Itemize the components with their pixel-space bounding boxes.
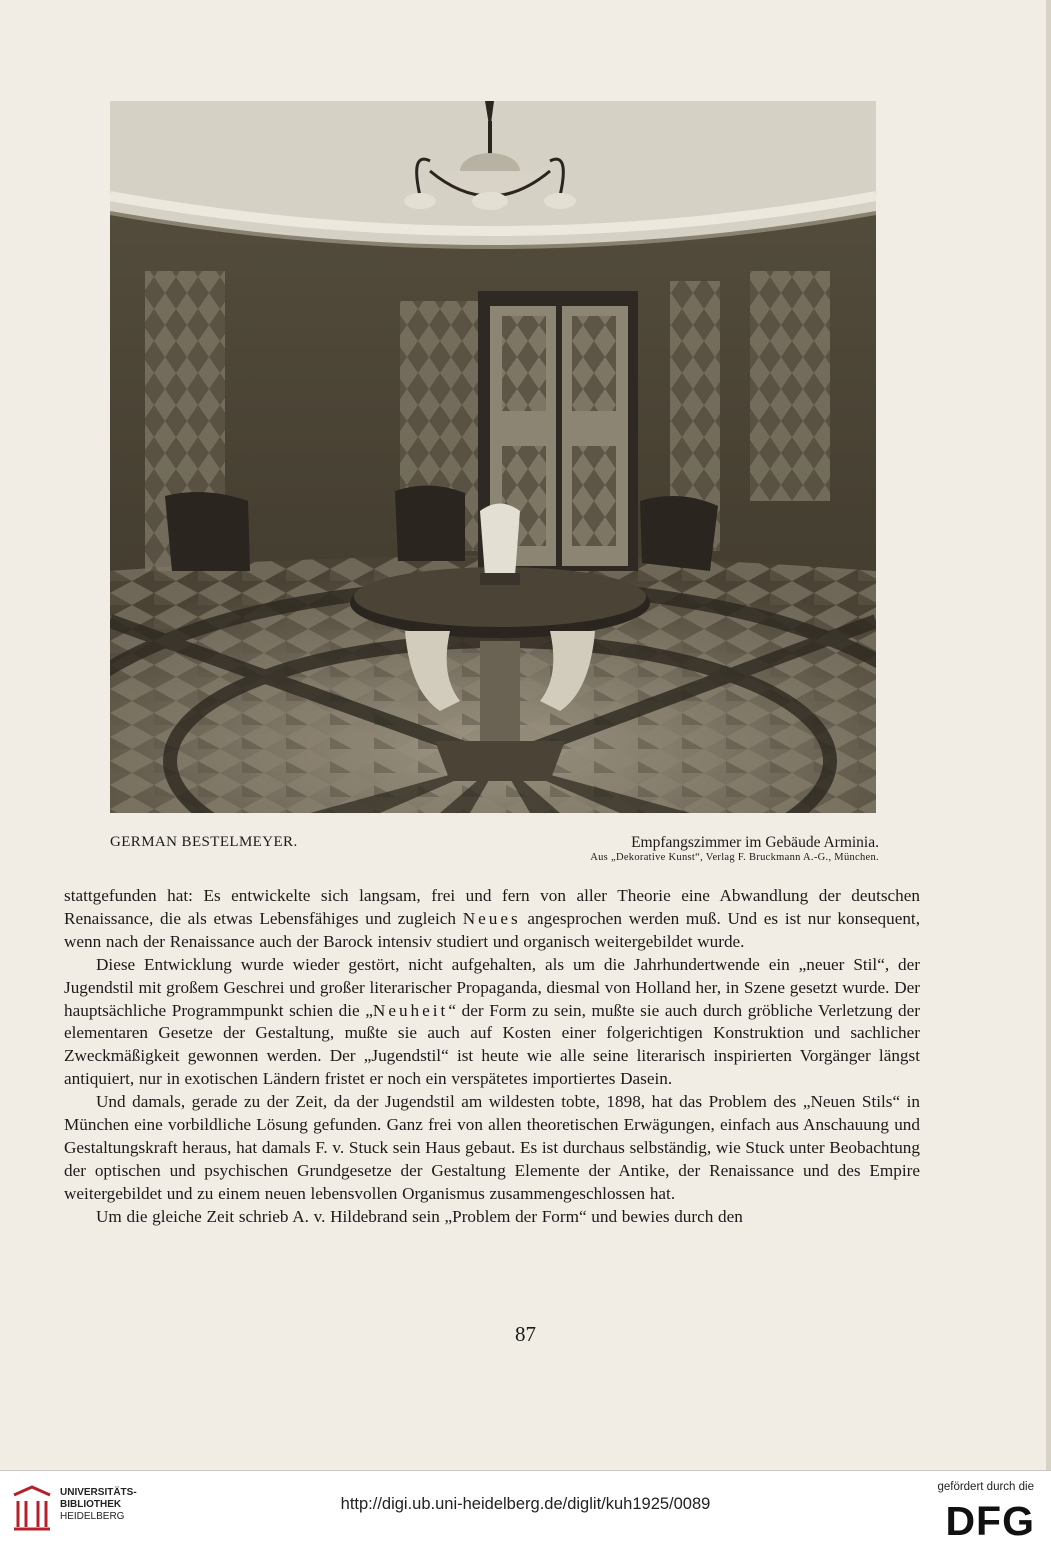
library-name: UNIVERSITÄTS- BIBLIOTHEK HEIDELBERG	[60, 1487, 137, 1522]
room-photograph	[110, 101, 876, 813]
spaced-emphasis: Neuheit	[372, 1000, 449, 1020]
spaced-emphasis: Neues	[462, 908, 521, 928]
permalink-url[interactable]: http://digi.ub.uni-heidelberg.de/diglit/kuh1925/0089	[340, 1495, 711, 1513]
paragraph-4: Um die gleiche Zeit schrieb A. v. Hildebrand sein „Problem der Form“ und bewies durch den	[96, 1206, 743, 1226]
digitization-footer	[0, 1470, 1051, 1548]
figure-caption-artist: GERMAN BESTELMEYER.	[110, 834, 298, 850]
funded-by-label: gefördert durch die	[937, 1481, 1034, 1493]
paragraph-1: stattgefunden hat: Es entwickelte sich langsam, frei und fern von aller Theorie eine Abwandlung der deutschen Renaissance, die als etwas Lebensfähiges und zugleich Neues angesprochen werden muß. Und es ist nur konsequent, wenn nach der Renaissance auch der Barock intensiv studiert und organisch weitergebildet wurde.	[64, 886, 920, 951]
page-number: 87	[515, 1322, 536, 1346]
article-body	[64, 885, 920, 1229]
paragraph-2: Diese Entwicklung wurde wieder gestört, nicht aufgehalten, als um die Jahrhundertwende ein „neuer Stil“, der Jugendstil mit großem Geschrei und großer literarischer Propaganda, diesmal von Holland her, in Szene gesetzt wurde. Der hauptsächliche Programmpunkt schien die „Neuheit“ der Form zu sein, mußte sie auch durch gröbliche Verletzung der elementaren Gesetze der Gestaltung, mußte sie auch auf Kosten einer folgerichtigen Konstruktion und sachlicher Zweckmäßigkeit gewonnen werden. Der „Jugendstil“ ist heute wie alle seine literarisch inspirierten Vorgänger längst antiquiert, nur in exotischen Ländern fristet er noch ein verspätetes importiertes Dasein.	[64, 954, 920, 1089]
page-edge	[1046, 0, 1051, 1470]
dfg-logo: DFG	[945, 1498, 1035, 1544]
figure-caption-title: Empfangszimmer im Gebäude Arminia.	[631, 834, 879, 851]
figure-caption-source: Aus „Dekorative Kunst“, Verlag F. Bruckmann A.-G., München.	[590, 852, 879, 863]
paragraph-3: Und damals, gerade zu der Zeit, da der Jugendstil am wildesten tobte, 1898, hat das Problem des „Neuen Stils“ in München eine vorbildliche Lösung gefunden. Ganz frei von allen theoretischen Erwägungen, einfach aus Anschauung und Gestaltungskraft heraus, hat damals F. v. Stuck sein Haus gebaut. Es ist durchaus selbständig, wie Stuck unter Beobachtung der optischen und psychischen Grundgesetze der Gestaltung Elemente der Antike, der Renaissance und des Empire weitergebildet und zu einem neuen lebensvollen Organismus zusammengeschlossen hat.	[64, 1092, 920, 1203]
